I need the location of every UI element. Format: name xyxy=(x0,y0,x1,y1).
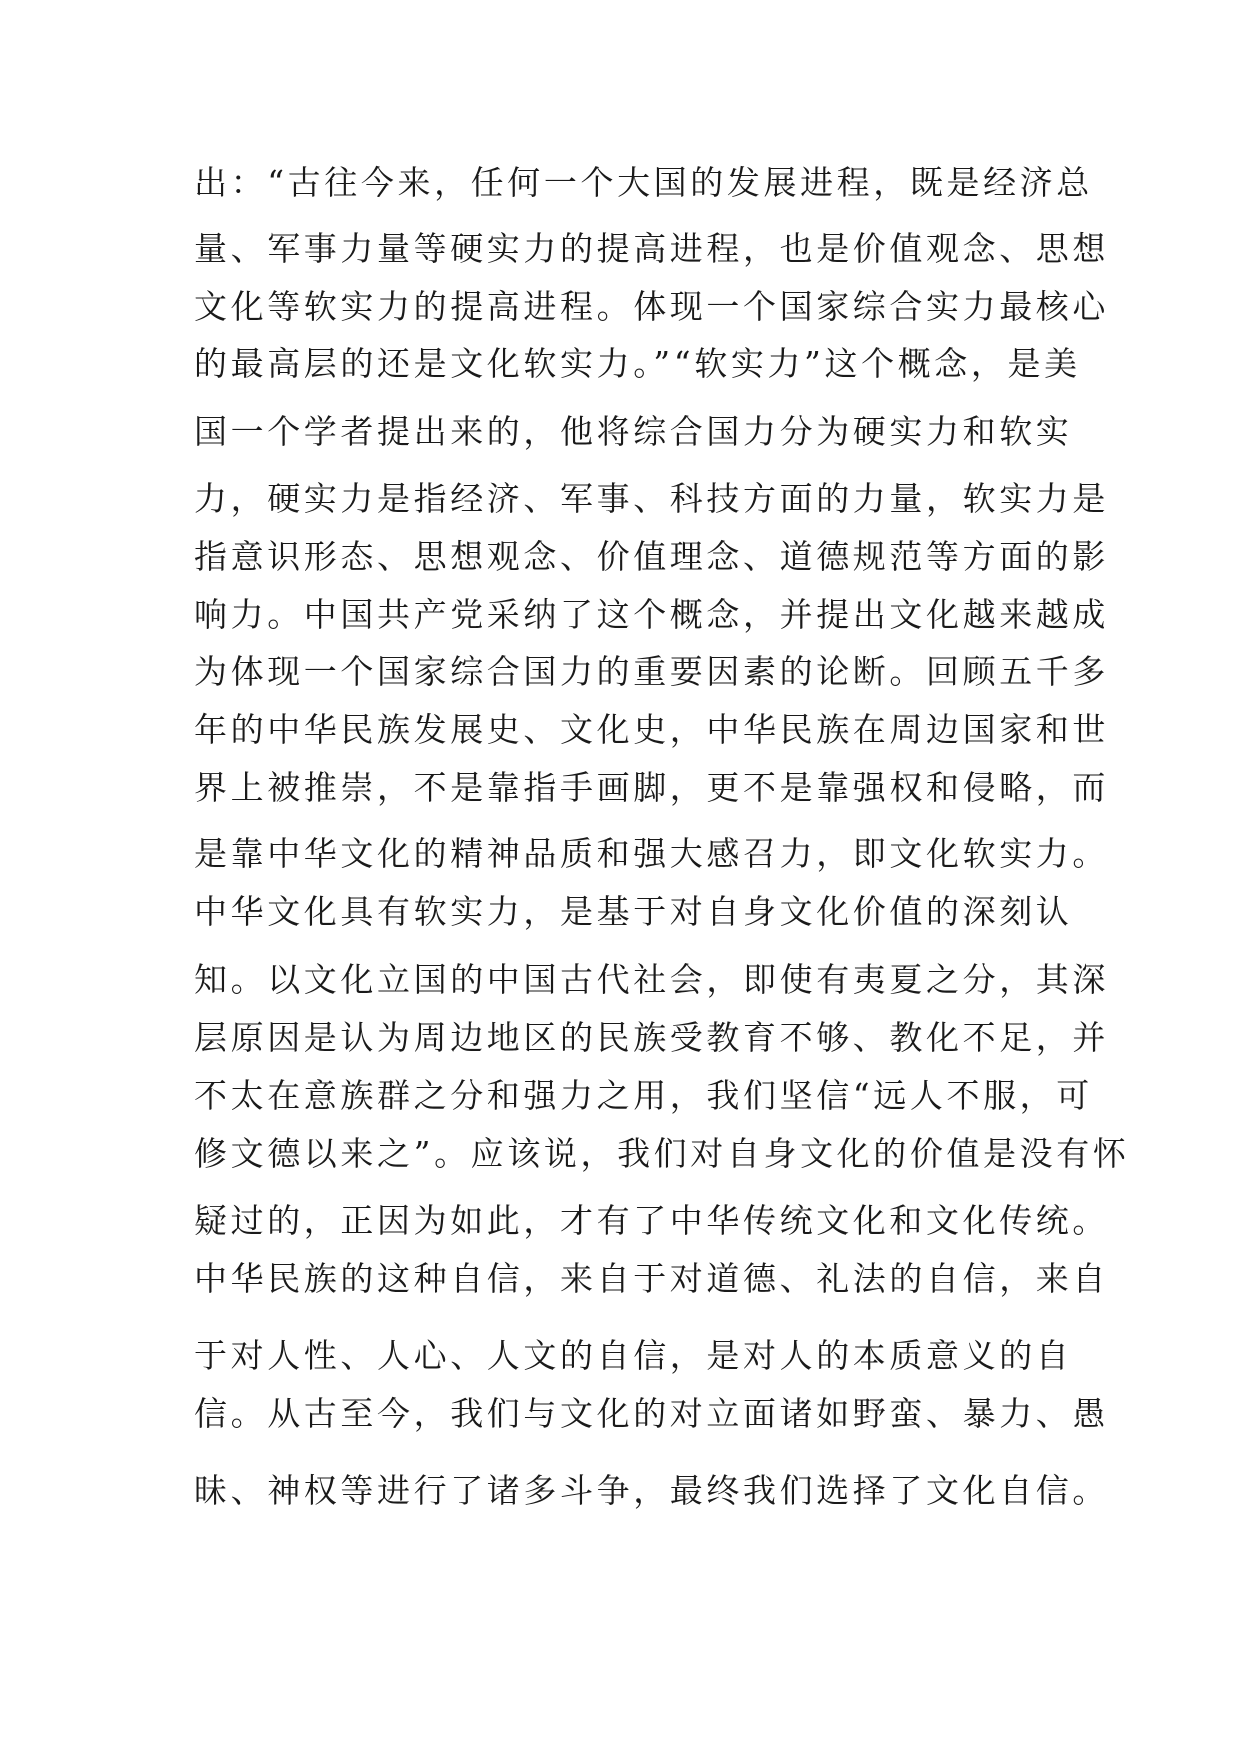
text-line: 于对人性、人心、人文的自信，是对人的本质意义的自 xyxy=(194,1336,1073,1375)
text-line: 昧、神权等进行了诸多斗争，最终我们选择了文化自信。 xyxy=(194,1471,1109,1510)
text-line: 指意识形态、思想观念、价值理念、道德规范等方面的影 xyxy=(194,537,1109,576)
text-line: 中华民族的这种自信，来自于对道德、礼法的自信，来自 xyxy=(194,1259,1109,1298)
text-line: 信。从古至今，我们与文化的对立面诸如野蛮、暴力、愚 xyxy=(194,1394,1109,1433)
text-line: 为体现一个国家综合国力的重要因素的论断。回顾五千多 xyxy=(194,652,1109,691)
text-line: 修文德以来之”。应该说，我们对自身文化的价值是没有怀 xyxy=(194,1134,1130,1173)
text-line: 中华文化具有软实力，是基于对自身文化价值的深刻认 xyxy=(194,892,1073,931)
text-line: 文化等软实力的提高进程。体现一个国家综合实力最核心 xyxy=(194,287,1109,326)
text-line: 是靠中华文化的精神品质和强大感召力，即文化软实力。 xyxy=(194,834,1109,873)
text-line: 界上被推崇，不是靠指手画脚，更不是靠强权和侵略，而 xyxy=(194,768,1109,807)
text-line: 不太在意族群之分和强力之用，我们坚信“远人不服，可 xyxy=(194,1076,1093,1115)
text-line: 年的中华民族发展史、文化史，中华民族在周边国家和世 xyxy=(194,710,1109,749)
text-line: 出：“古往今来，任何一个大国的发展进程，既是经济总 xyxy=(194,163,1093,202)
text-line: 力，硬实力是指经济、军事、科技方面的力量，软实力是 xyxy=(194,479,1109,518)
text-line: 响力。中国共产党采纳了这个概念，并提出文化越来越成 xyxy=(194,595,1109,634)
text-line: 国一个学者提出来的，他将综合国力分为硬实力和软实 xyxy=(194,412,1073,451)
text-line: 知。以文化立国的中国古代社会，即使有夷夏之分，其深 xyxy=(194,960,1109,999)
text-line: 疑过的，正因为如此，才有了中华传统文化和文化传统。 xyxy=(194,1201,1109,1240)
text-line: 层原因是认为周边地区的民族受教育不够、教化不足，并 xyxy=(194,1018,1109,1057)
text-line: 量、军事力量等硬实力的提高进程，也是价值观念、思想 xyxy=(194,229,1109,268)
text-line: 的最高层的还是文化软实力。”“软实力”这个概念，是美 xyxy=(194,344,1081,383)
